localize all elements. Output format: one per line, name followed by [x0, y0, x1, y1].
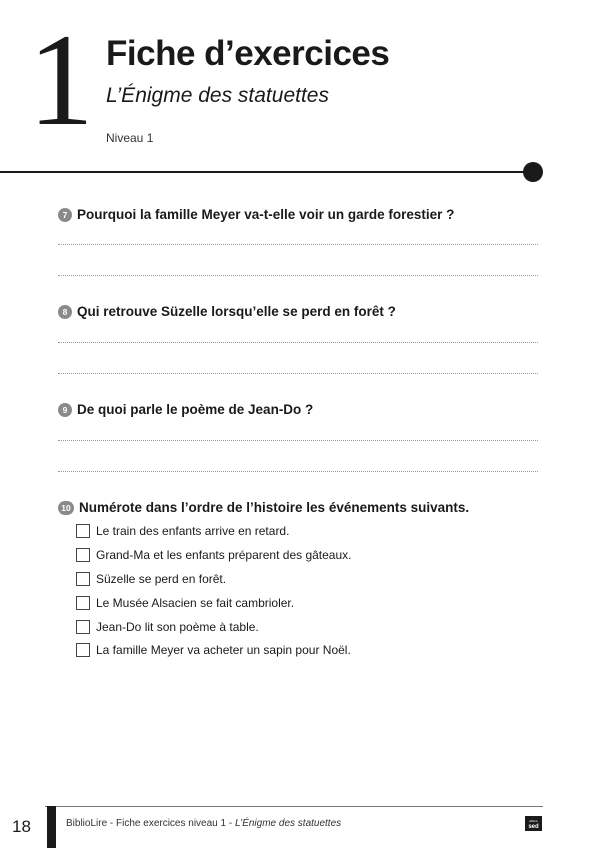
- logo-text: sed: [528, 824, 539, 830]
- question-9: [58, 402, 313, 417]
- answer-line[interactable]: [58, 275, 538, 276]
- question-text: Numérote dans l’ordre de l’histoire les événements suivants.: [79, 500, 470, 515]
- event-text: Le train des enfants arrive en retard.: [96, 524, 290, 538]
- question-7: [58, 207, 454, 222]
- answer-line[interactable]: [58, 373, 538, 374]
- footer-series: BiblioLire - Fiche exercices niveau 1 -: [66, 818, 235, 829]
- event-checkbox[interactable]: [76, 524, 90, 538]
- question-number-badge: 10: [58, 501, 74, 515]
- publisher-logo: [525, 816, 542, 831]
- event-item: [76, 620, 259, 634]
- event-text: Süzelle se perd en forêt.: [96, 572, 227, 586]
- answer-line[interactable]: [58, 244, 538, 245]
- footer-caption: [66, 818, 341, 829]
- event-item: [76, 596, 294, 610]
- event-checkbox[interactable]: [76, 643, 90, 657]
- event-checkbox[interactable]: [76, 572, 90, 586]
- event-text: Grand-Ma et les enfants préparent des gâteaux.: [96, 548, 352, 562]
- event-item: [76, 524, 289, 538]
- page-subtitle: L’Énigme des statuettes: [106, 84, 329, 107]
- logo-small-text: éditions: [529, 819, 538, 823]
- event-text: Le Musée Alsacien se fait cambrioler.: [96, 596, 295, 610]
- footer-bar: [47, 806, 56, 848]
- event-item: [76, 643, 351, 657]
- event-item: [76, 548, 352, 562]
- answer-line[interactable]: [58, 471, 538, 472]
- event-checkbox[interactable]: [76, 548, 90, 562]
- question-number-badge: 7: [58, 208, 72, 222]
- answer-line[interactable]: [58, 440, 538, 441]
- level-label: Niveau 1: [106, 131, 154, 145]
- question-10: [58, 500, 469, 515]
- event-item: [76, 572, 226, 586]
- event-checkbox[interactable]: [76, 620, 90, 634]
- header-dot: [523, 162, 543, 182]
- sheet-number: 1: [28, 6, 94, 153]
- event-text: Jean-Do lit son poème à table.: [96, 620, 259, 634]
- question-text: De quoi parle le poème de Jean-Do ?: [77, 402, 314, 417]
- event-checkbox[interactable]: [76, 596, 90, 610]
- question-text: Pourquoi la famille Meyer va-t-elle voir un garde forestier ?: [77, 207, 455, 222]
- page-title: Fiche d’exercices: [106, 34, 390, 73]
- event-text: La famille Meyer va acheter un sapin pour Noël.: [96, 643, 351, 657]
- question-8: [58, 304, 396, 319]
- footer-book-title: L’Énigme des statuettes: [234, 818, 342, 829]
- question-number-badge: 9: [58, 403, 72, 417]
- answer-line[interactable]: [58, 342, 538, 343]
- header-divider: [0, 171, 530, 173]
- footer-divider: [45, 806, 543, 807]
- page-number: 18: [12, 817, 31, 836]
- question-number-badge: 8: [58, 305, 72, 319]
- question-text: Qui retrouve Süzelle lorsqu’elle se perd en forêt ?: [77, 304, 396, 319]
